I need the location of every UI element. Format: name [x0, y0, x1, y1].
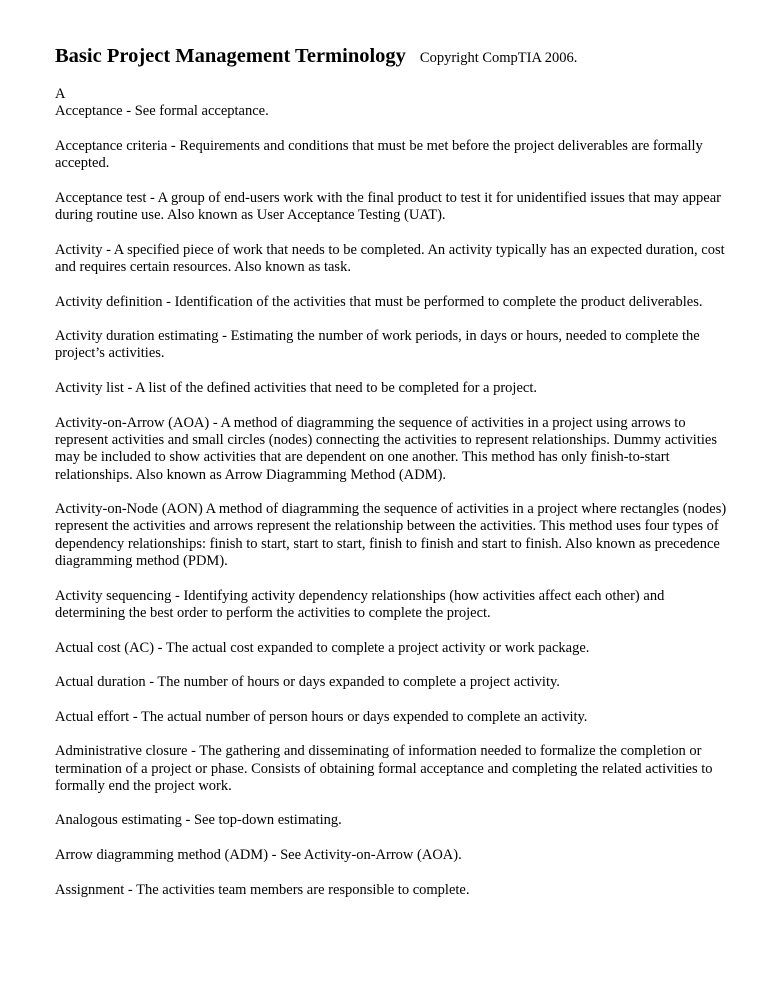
glossary-entry: Actual effort - The actual number of person hours or days expended to complete an activity. — [55, 708, 588, 725]
glossary-entry: Acceptance criteria - Requirements and conditions that must be met before the project deliverables are formally accepted. — [55, 137, 703, 172]
glossary-entry: Actual duration - The number of hours or days expanded to complete a project activity. — [55, 674, 560, 691]
glossary-entry: Analogous estimating - See top-down estimating. — [55, 812, 342, 829]
document-title: Basic Project Management Terminology — [55, 45, 406, 67]
glossary-entry: Activity-on-Arrow (AOA) - A method of diagramming the sequence of activities in a project using arrows to represent activities and small circles (nodes) connecting the activities to represent relationships. Dummy activities may be included to show activities that are dependent on one another. This method has only finish-to-start relationships. Also known as Arrow Diagramming Method (ADM). — [55, 414, 717, 483]
glossary-entry: Activity list - A list of the defined activities that need to be completed for a project. — [55, 380, 537, 397]
glossary-list — [55, 103, 728, 899]
glossary-entry: Administrative closure - The gathering and disseminating of information needed to formalize the completion or termination of a project or phase. Consists of obtaining formal acceptance and completing the related activities to formally end the project work. — [55, 743, 713, 794]
glossary-entry: Activity definition - Identification of the activities that must be performed to complete the product deliverables. — [55, 293, 703, 310]
glossary-entry: Activity duration estimating - Estimating the number of work periods, in days or hours, needed to complete the project’s activities. — [55, 328, 700, 362]
section-letter: A — [55, 86, 66, 102]
glossary-entry: Activity - A specified piece of work that needs to be completed. An activity typically has an expected duration, cost and requires certain resources. Also known as task. — [55, 241, 725, 275]
glossary-entry: Acceptance - See formal acceptance. — [55, 103, 269, 120]
copyright-notice: Copyright CompTIA 2006. — [419, 50, 578, 66]
glossary-entry: Actual cost (AC) - The actual cost expanded to complete a project activity or work package. — [55, 639, 590, 656]
glossary-entry: Arrow diagramming method (ADM) - See Activity-on-Arrow (AOA). — [55, 847, 462, 864]
title-row — [55, 45, 728, 68]
glossary-entry: Activity sequencing - Identifying activity dependency relationships (how activities affect each other) and determining the best order to perform the activities to complete the project. — [55, 587, 665, 621]
glossary-entry: Activity-on-Node (AON) A method of diagramming the sequence of activities in a project where rectangles (nodes) represent the activities and arrows represent the relationship between the activities. This method uses four types of dependency relationships: finish to start, start to start, finish to finish and start to finish. Also known as precedence diagramming method (PDM). — [55, 501, 727, 570]
glossary-entry: Acceptance test - A group of end-users work with the final product to test it for unidentified issues that may appear during routine use. Also known as User Acceptance Testing (UAT). — [55, 189, 722, 224]
glossary-entry: Assignment - The activities team members are responsible to complete. — [55, 881, 470, 898]
